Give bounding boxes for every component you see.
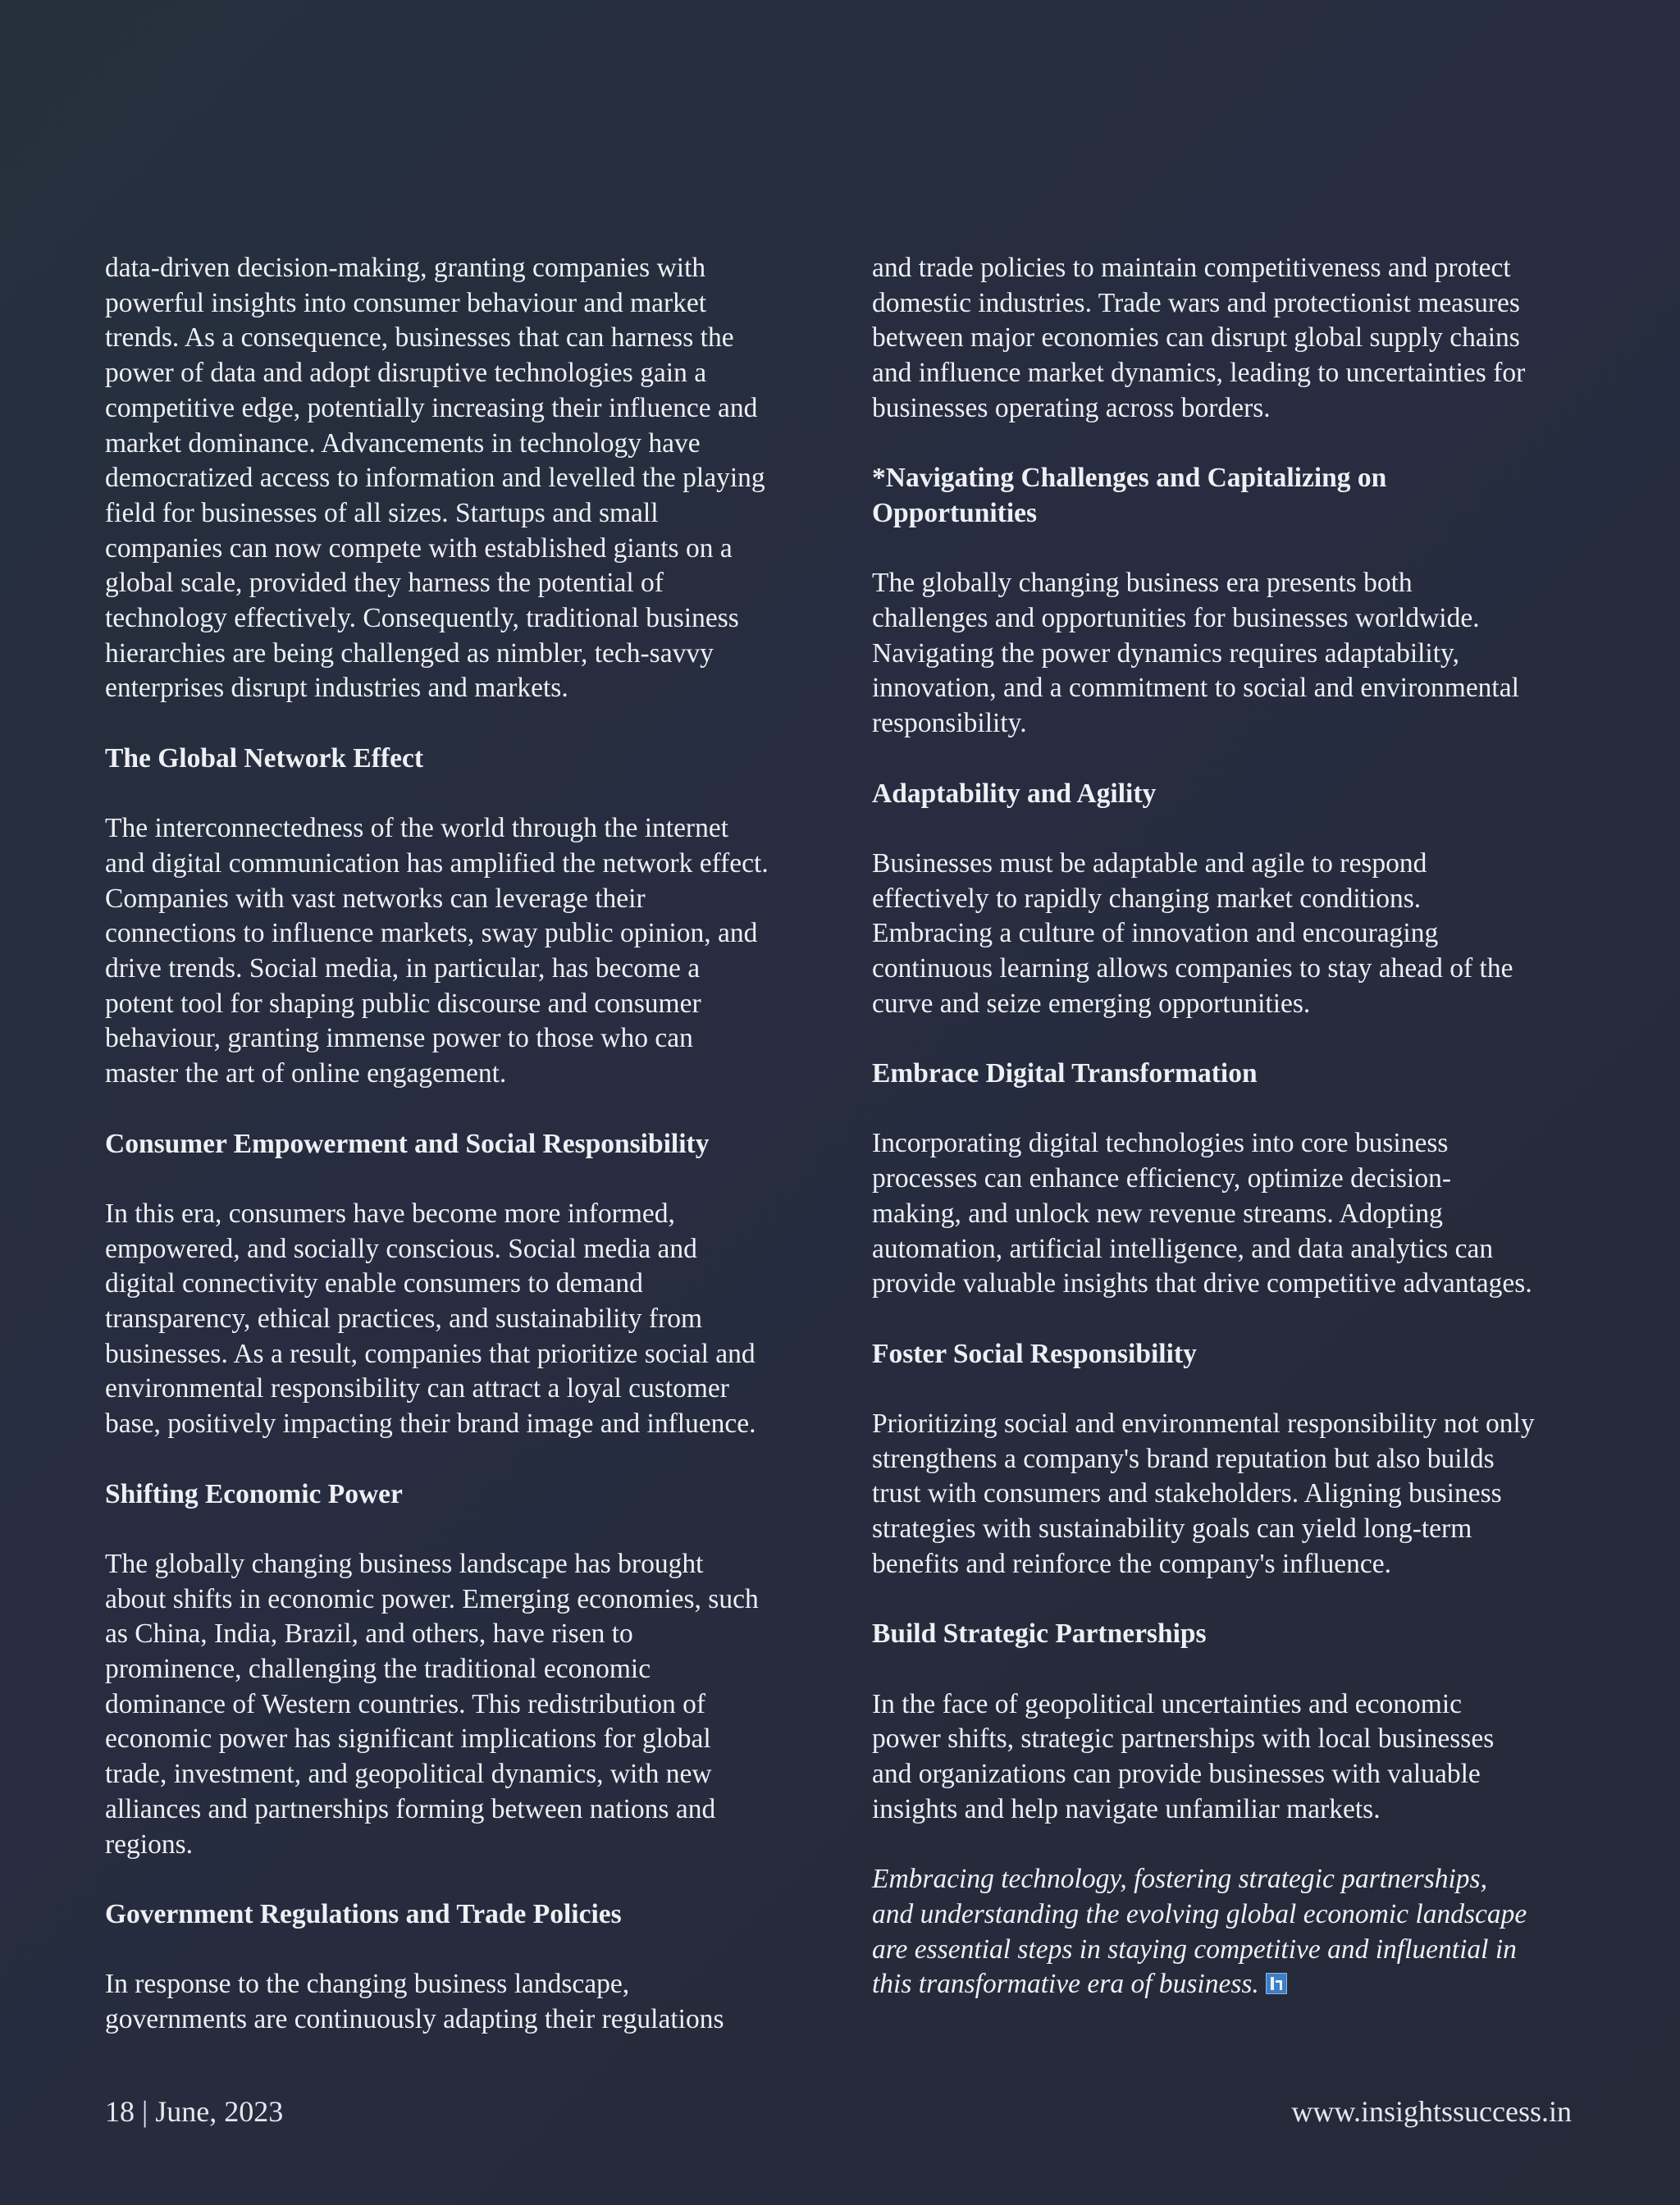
- intro-paragraph: data-driven decision-making, granting companies with powerful insights into consumer behaviour and market trends. As a consequence, businesses that can harness the power of data and adopt disruptive technologies gain a competitive edge, potentially increasing their influence and market dominance. Advancements in technology have democratized access to information and levelled the playing field for businesses of all sizes. Startups and small companies can now compete with established giants on a global scale, provided they harness the potential of technology effectively. Consequently, traditional business hierarchies are being challenged as nimbler, tech-savvy enterprises disrupt industries and markets.: [105, 253, 765, 704]
- closing-text: Embracing technology, fostering strategic partnerships, and understanding the evolving global economic landscape are essential steps in staying competitive and influential in this transformative era of business.: [872, 1864, 1527, 2000]
- paragraph-digital-transformation: Incorporating digital technologies into core business processes can enhance efficiency, optimize decision- making, and unlock new revenue streams. Adopting automation, artificial intelligence, and data analytics can provide valuable insights that drive competitive advantages.: [872, 1128, 1532, 1299]
- paragraph-shifting-economic-power: The globally changing business landscape has brought about shifts in economic power. Emerging economies, such as China, India, Brazil, and others, have risen to prominence, challenging the traditional economic dominance of Western countries. This redistribution of economic power has significant implications for global trade, investment, and geopolitical dynamics, with new alliances and partnerships forming between nations and regions.: [105, 1548, 759, 1860]
- heading-global-network-effect: The Global Network Effect: [105, 742, 423, 774]
- heading-shifting-economic-power: Shifting Economic Power: [105, 1478, 403, 1509]
- heading-social-responsibility: Foster Social Responsibility: [872, 1338, 1197, 1369]
- paragraph-strategic-partnerships: In the face of geopolitical uncertainties and economic power shifts, strategic partnerships with local businesses and organizations can provide businesses with valuable insights and help navigate unfamiliar markets.: [872, 1688, 1495, 1824]
- insights-success-logo-icon: [1266, 1973, 1287, 1994]
- paragraph-global-network-effect: The interconnectedness of the world through the internet and digital communication has amplified the network effect. Companies with vast networks can leverage their connections to influence markets, sway public opinion, and drive trends. Social media, in particular, has become a potent tool for shaping public discourse and consumer behaviour, granting immense power to those who can master the art of online engagement.: [105, 813, 769, 1089]
- heading-digital-transformation: Embrace Digital Transformation: [872, 1058, 1258, 1089]
- closing-paragraph: [872, 1862, 1586, 2002]
- heading-consumer-empowerment: Consumer Empowerment and Social Responsibility: [105, 1128, 710, 1159]
- heading-government-regulations: Government Regulations and Trade Policies: [105, 1898, 622, 1929]
- paragraph-trade-policies-continued: and trade policies to maintain competitiveness and protect domestic industries. Trade wars and protectionist measures between major economies can disrupt global supply chains and influence market dynamics, leading to uncertainties for businesses operating across borders.: [872, 253, 1526, 423]
- footer-page-info: 18 | June, 2023: [105, 2095, 284, 2128]
- paragraph-adaptability-agility: Businesses must be adaptable and agile to respond effectively to rapidly changing market conditions. Embracing a culture of innovation and encouraging continuous learning allows companies to stay ahead of the curve and seize emerging opportunities.: [872, 847, 1513, 1019]
- right-column: [872, 251, 1586, 2038]
- heading-strategic-partnerships: Build Strategic Partnerships: [872, 1618, 1207, 1650]
- paragraph-navigating-challenges: The globally changing business era presents both challenges and opportunities for businesses worldwide. Navigating the power dynamics requires adaptability, innovation, and a commitment to social and environmental responsibility.: [872, 568, 1519, 739]
- left-column: [105, 251, 819, 2072]
- paragraph-social-responsibility: Prioritizing social and environmental responsibility not only strengthens a company's brand reputation but also builds trust with consumers and stakeholders. Aligning business strategies with sustainability goals can yield long-term benefits and reinforce the company's influence.: [872, 1408, 1535, 1579]
- footer-website: www.insightssuccess.in: [1291, 2095, 1572, 2128]
- heading-navigating-challenges: *Navigating Challenges and Capitalizing on Opportunities: [872, 463, 1387, 528]
- heading-adaptability-agility: Adaptability and Agility: [872, 778, 1157, 809]
- paragraph-consumer-empowerment: In this era, consumers have become more informed, empowered, and socially conscious. Social media and digital connectivity enable consumers to demand transparency, ethical practices, and sustainability from businesses. As a result, companies that prioritize social and environmental responsibility can attract a loyal customer base, positively impacting their brand image and influence.: [105, 1198, 756, 1440]
- paragraph-government-regulations: In response to the changing business landscape, governments are continuously adapting their regulations: [105, 1969, 724, 2035]
